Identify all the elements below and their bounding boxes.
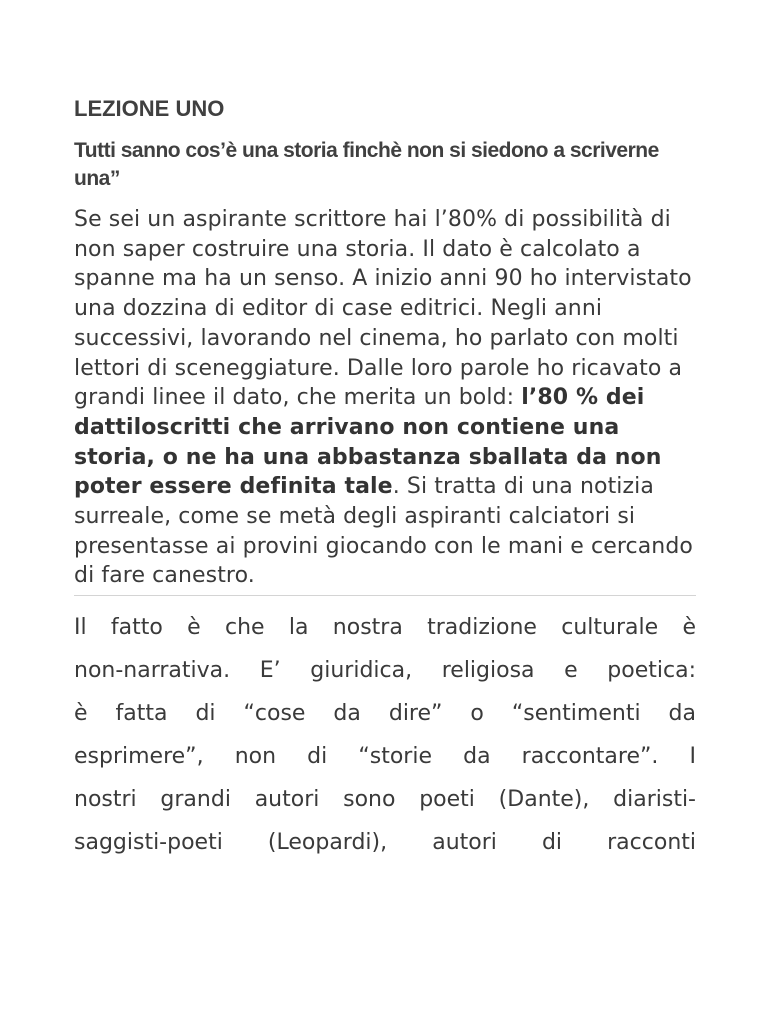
paragraph-line: è fatta di “cose da dire” o “sentimenti da xyxy=(74,701,696,727)
paragraph-intro-bold-statement: l’80 % dei dattiloscritti che arrivano non contiene una storia, o ne ha una abbastanza sballata da non poter essere definita tale xyxy=(74,385,662,500)
lesson-subheading: Tutti sanno cos’è una storia finchè non si siedono a scriverne una” xyxy=(74,139,659,190)
document-page xyxy=(74,94,696,864)
paragraph-tradition xyxy=(74,606,696,864)
paragraph-line: non-narrativa. E’ giuridica, religiosa e poetica: xyxy=(74,658,696,684)
lesson-heading: LEZIONE UNO xyxy=(74,96,225,121)
paragraph-line: saggisti-poeti (Leopardi), autori di racconti xyxy=(74,830,696,856)
paragraph-line: esprimere”, non di “storie da raccontare”. I xyxy=(74,744,696,770)
section-divider xyxy=(74,595,696,596)
paragraph-line: nostri grandi autori sono poeti (Dante), diaristi- xyxy=(74,787,696,813)
paragraph-intro-text-end: . Si tratta di una notizia surreale, come se metà degli aspiranti calciatori si presentasse ai provini giocando con le mani e cercando di fare canestro. xyxy=(74,474,693,589)
paragraph-intro-text-start: Se sei un aspirante scrittore hai l’80% di possibilità di non saper costruire una storia. Il dato è calcolato a spanne ma ha un senso. A inizio anni 90 ho intervistato una dozzina di editor di case editrici. Negli anni successivi, lavorando nel cinema, ho parlato con molti lettori di sceneggiature. Dalle loro parole ho ricavato a grandi linee il dato, che merita un bold: xyxy=(74,207,692,411)
paragraph-intro xyxy=(74,205,696,591)
paragraph-line: Il fatto è che la nostra tradizione culturale è xyxy=(74,615,696,641)
